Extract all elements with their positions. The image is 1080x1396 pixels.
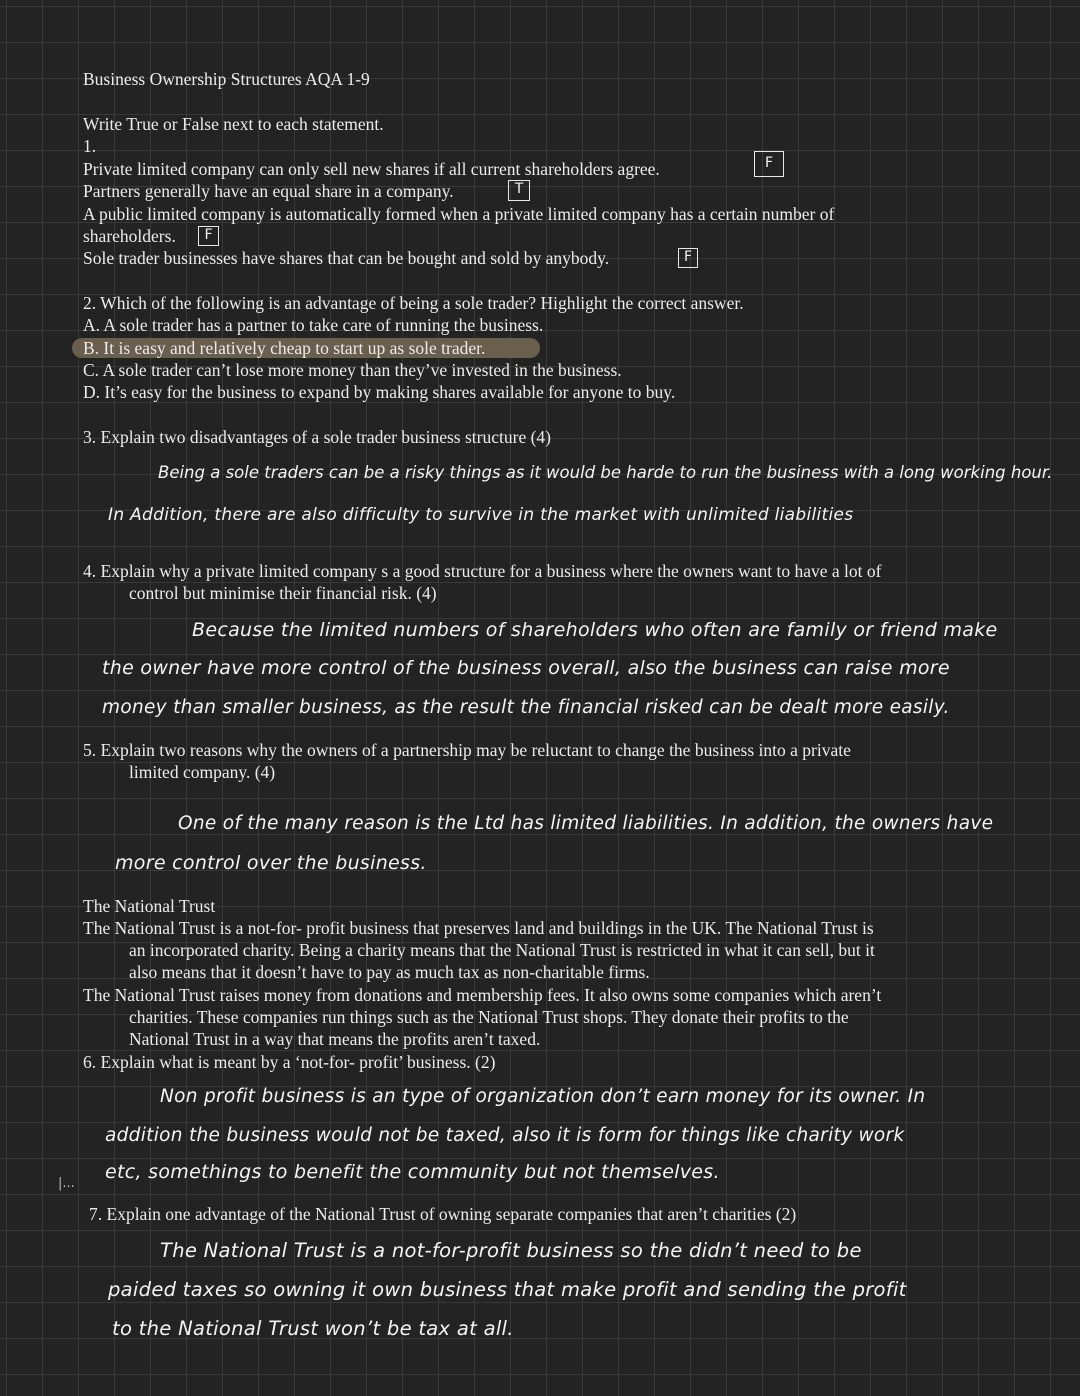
q1-answer-box-3[interactable]: F: [198, 226, 219, 246]
q3-answer-line-1: Being a sole traders can be a risky things as it would be harde to run the business with a long working hour.: [158, 463, 1053, 482]
q1-answer-box-1[interactable]: F: [754, 151, 784, 177]
q2-option-c[interactable]: C. A sole trader can’t lose more money than they’ve invested in the business.: [83, 360, 622, 380]
nt-paragraph-2-line-1: The National Trust raises money from donations and membership fees. It also owns some companies which aren’t: [83, 985, 882, 1005]
q2-option-d[interactable]: D. It’s easy for the business to expand by making shares available for anyone to buy.: [83, 382, 676, 402]
q6-answer-line-1: Non profit business is an type of organization don’t earn money for its owner. In: [160, 1086, 926, 1107]
q1-answer-box-4[interactable]: F: [678, 248, 698, 268]
nt-paragraph-1-line-1: The National Trust is a not-for- profit business that preserves land and buildings in the UK. The National Trust is: [83, 918, 874, 938]
nt-paragraph-1-line-2: an incorporated charity. Being a charity means that the National Trust is restricted in what it can sell, but it: [129, 940, 875, 960]
q7-answer-line-3: to the National Trust won’t be tax at all.: [112, 1317, 514, 1340]
q4-question-line-1: 4. Explain why a private limited company s a good structure for a business where the owners want to have a lot of: [83, 561, 882, 581]
q4-question-line-2: control but minimise their financial risk. (4): [129, 583, 437, 603]
q7-answer-line-1: The National Trust is a not-for-profit business so the didn’t need to be: [160, 1239, 862, 1262]
margin-mark: |...: [58, 1176, 75, 1191]
q7-answer-line-2: paided taxes so owning it own business that make profit and sending the profit: [108, 1278, 907, 1301]
nt-paragraph-1-line-3: also means that it doesn’t have to pay as much tax as non-charitable firms.: [129, 962, 650, 982]
page-title: Business Ownership Structures AQA 1-9: [83, 69, 370, 89]
q4-answer-line-2: the owner have more control of the business overall, also the business can raise more: [102, 657, 950, 679]
q5-answer-line-1: One of the many reason is the Ltd has limited liabilities. In addition, the owners have: [178, 813, 994, 834]
q5-question-line-1: 5. Explain two reasons why the owners of a partnership may be reluctant to change the business into a private: [83, 740, 851, 760]
q2-question: 2. Which of the following is an advantage of being a sole trader? Highlight the correct answer.: [83, 293, 744, 313]
q1-statement-2: Partners generally have an equal share in a company.: [83, 181, 454, 201]
q3-question: 3. Explain two disadvantages of a sole trader business structure (4): [83, 427, 551, 447]
q4-answer-line-1: Because the limited numbers of shareholders who often are family or friend make: [192, 619, 998, 641]
q6-question: 6. Explain what is meant by a ‘not-for- profit’ business. (2): [83, 1052, 496, 1072]
q3-answer-line-2: In Addition, there are also difficulty to survive in the market with unlimited liabilities: [108, 505, 854, 525]
nt-heading: The National Trust: [83, 896, 216, 916]
q1-statement-4: Sole trader businesses have shares that can be bought and sold by anybody.: [83, 248, 610, 268]
nt-paragraph-2-line-3: National Trust in a way that means the profits aren’t taxed.: [129, 1029, 541, 1049]
q1-statement-3a: A public limited company is automatically formed when a private limited company has a certain number of: [83, 204, 835, 224]
q2-option-a[interactable]: A. A sole trader has a partner to take care of running the business.: [83, 315, 544, 335]
q7-question: 7. Explain one advantage of the National Trust of owning separate companies that aren’t charities (2): [89, 1204, 797, 1224]
q6-answer-line-3: etc, somethings to benefit the community but not themselves.: [105, 1161, 720, 1183]
q4-answer-line-3: money than smaller business, as the result the financial risked can be dealt more easily.: [102, 697, 950, 718]
q6-answer-line-2: addition the business would not be taxed, also it is form for things like charity work: [105, 1125, 905, 1146]
q5-question-line-2: limited company. (4): [129, 762, 276, 782]
q1-statement-3b: shareholders.: [83, 226, 176, 246]
q2-option-b-selected[interactable]: B. It is easy and relatively cheap to start up as sole trader.: [83, 338, 486, 358]
q1-number: 1.: [83, 136, 97, 156]
q1-answer-box-2[interactable]: T: [508, 180, 530, 201]
q5-answer-line-2: more control over the business.: [115, 852, 427, 874]
q1-statement-1: Private limited company can only sell new shares if all current shareholders agree.: [83, 159, 660, 179]
q1-instruction: Write True or False next to each statement.: [83, 114, 384, 134]
nt-paragraph-2-line-2: charities. These companies run things such as the National Trust shops. They donate their profits to the: [129, 1007, 849, 1027]
